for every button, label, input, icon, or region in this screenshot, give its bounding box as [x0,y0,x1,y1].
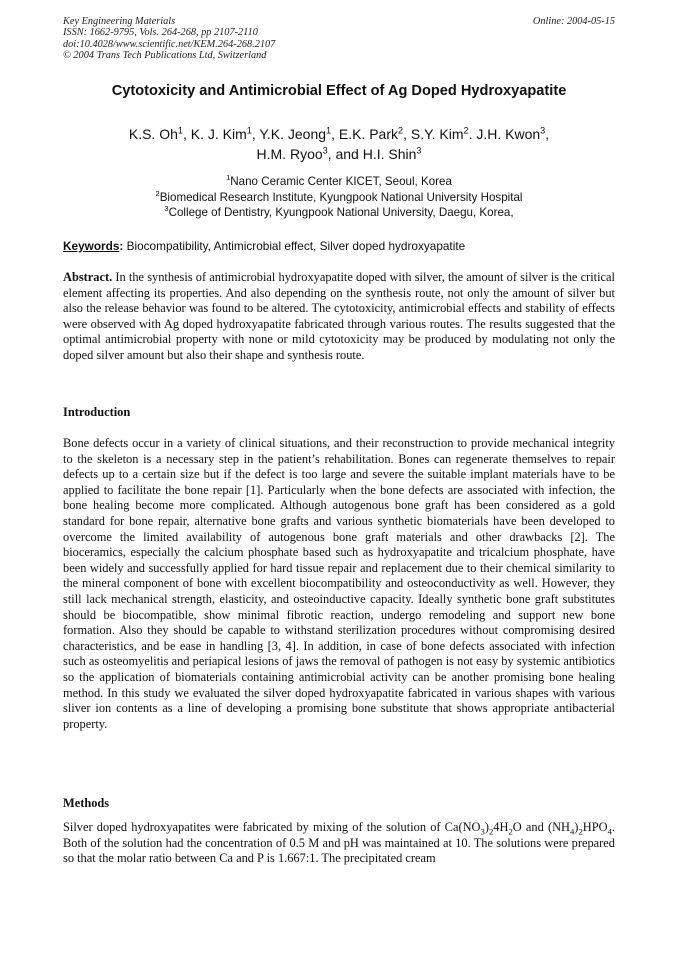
journal-header [63,16,275,62]
methods-heading: Methods [63,796,110,810]
introduction-text: Bone defects occur in a variety of clinical situations, and their reconstruction to provide mechanical integrity to the skeleton is a necessary step in the patient’s rehabilitation. Bones can regenerate themselves to repair defects up to a certain size but if the defect is too large and severe the suitable implant materials have to be applied to facilitate the bone repair [1]. Particularly when the bone defects are associated with infection, the bone healing become more complicated. Although autogenous bone graft has been considered as a gold standard for bone repair, alternative bone grafts and various synthetic biomaterials have been developed to overcome the limited availability of autogenous bone graft materials and other drawbacks [2]. The bioceramics, especially the calcium phosphate based such as hydroxyapatite and tricalcium phosphate, have been widely and successfully applied for hard tissue repair and replacement due to their chemical similarity to the mineral component of bone with excellent biocompatibility and osteoconductivity as well. However, they still lack mechanical strength, elasticity, and osteoinductive capacity. Ideally synthetic bone graft substitutes should be biocompatible, show minimal fibrotic reaction, undergo remodeling and support new bone formation. Also they should be capable to withstand sterilization procedures without compromising desired characteristics, and be ease in handling [3, 4]. In addition, in case of bone defects associated with infection such as osteomyelitis and periapical lesions of jaws the removal of pathogen is not easy by systemic antibiotics so the application of biomaterials containing antimicrobial activity can be another promising bone healing method. In this study we evaluated the silver doped hydroxyapatite fabricated in various shapes with various sliver ion contents as a line of developing a promising bone substitute that shows appropriate antibacterial property. [63,436,615,731]
keywords-label: Keywords [63,239,120,253]
online-date: Online: 2004-05-15 [532,16,615,27]
author-list [0,124,678,164]
author-line-1: K.S. Oh$^1$, K. J. Kim$^1$, Y.K. Jeong$^1$, E.K. Park$^2$, S.Y. Kim$^2$. J.H. Kwon$^3$, [128,125,550,142]
journal-doi[interactable]: doi:10.4028/www.scientific.net/KEM.264-268.2107 [63,38,276,50]
affiliation-1: $^1$Nano Ceramic Center KICET, Seoul, Korea [226,173,452,188]
affiliation-3: $^3$College of Dentistry, Kyungpook National University, Daegu, Korea, [164,204,514,219]
keywords-text: Biocompatibility, Antimicrobial effect, Silver doped hydroxyapatite [123,239,466,253]
paper-title: Cytotoxicity and Antimicrobial Effect of Ag Doped Hydroxyapatite [111,83,567,99]
author-line-2: H.M. Ryoo$^3$, and H.I. Shin$^3$ [256,145,422,162]
journal-copyright: © 2004 Trans Tech Publications Ltd, Switzerland [63,50,267,62]
methods-text: Silver doped hydroxyapatites were fabricated by mixing of the solution of $Ca(NO_3)_24H_2O$ and $(NH_4)_2HPO_4$. Both of the solution had the concentration of 0.5 M and pH was maintained at 10. The solutions were prepared so that the molar ratio between Ca and P is 1.667:1. The precipitated cream [63,820,615,866]
abstract-label: Abstract. [63,270,113,284]
journal-issn: ISSN: 1662-9795, Vols. 264-268, pp 2107-2110 [63,27,258,39]
affiliation-2: $^2$Biomedical Research Institute, Kyungpook National University Hospital [155,188,523,204]
abstract-text: In the synthesis of antimicrobial hydroxyapatite doped with silver, the amount of silver is the critical element affecting its properties. And also depending on the synthesis route, not only the amount of silver but also the release behavior was found to be altered. The cytotoxicity, antimicrobial effects and stability of effects were observed with Ag doped hydroxyapatite fabricated through various routes. The results suggested that the optimal antimicrobial property with none or mild cytotoxicity may be produced by modulating not only the doped silver amount but also their shape and synthesis route. [63,270,615,362]
abstract [63,270,615,364]
affiliations [0,174,678,221]
journal-name: Key Engineering Materials [63,16,176,27]
introduction-heading: Introduction [63,405,131,419]
keywords: Keywords: Biocompatibility, Antimicrobial effect, Silver doped hydroxyapatite [63,239,466,253]
